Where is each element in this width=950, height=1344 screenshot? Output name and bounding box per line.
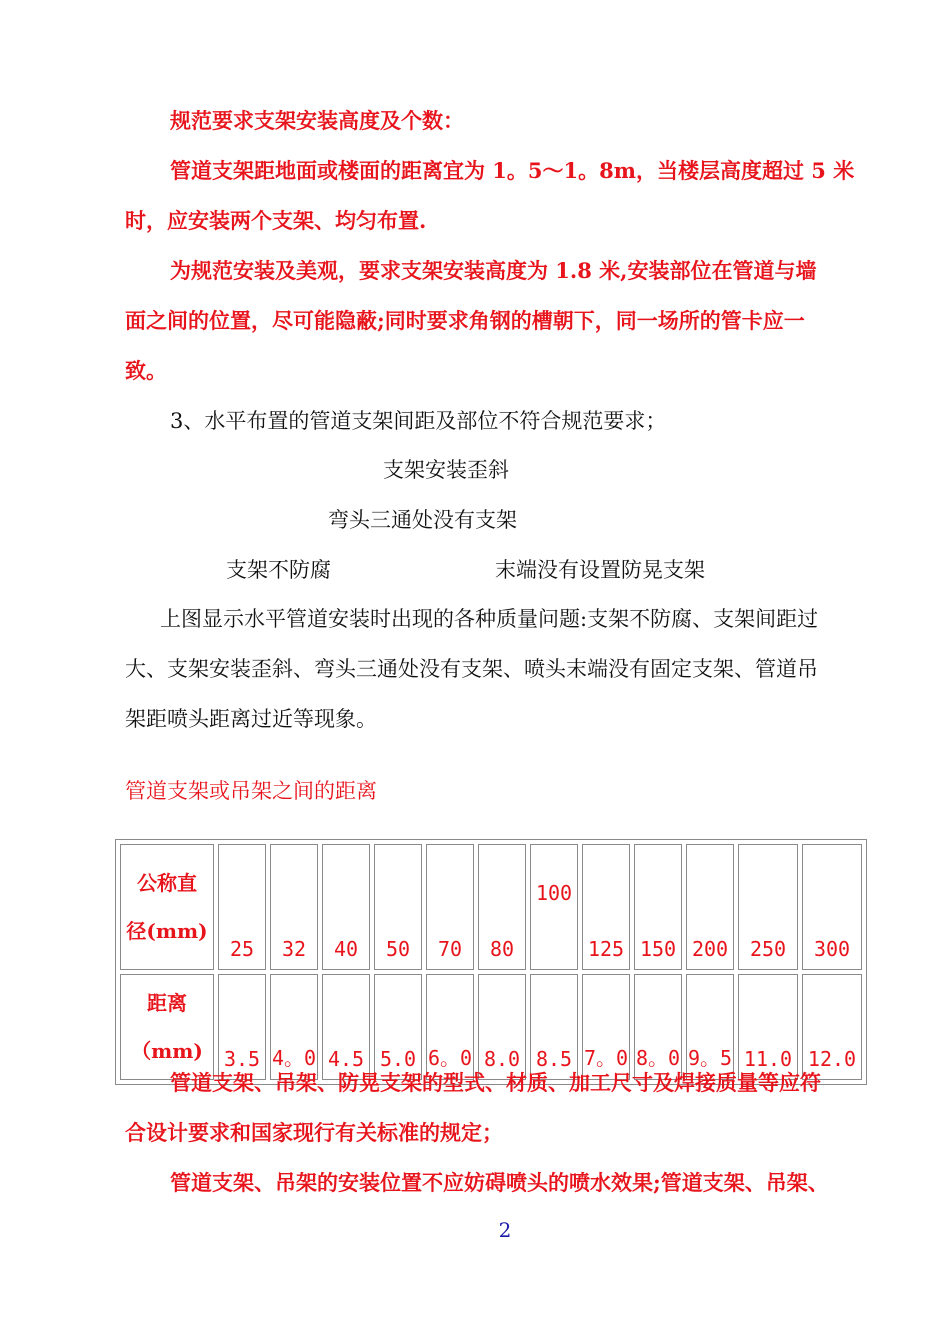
row-header: [120, 844, 214, 970]
table-cell: 32: [270, 844, 318, 970]
table-cell: 300: [802, 844, 862, 970]
row-header-text: 距离: [147, 991, 187, 1015]
row-header-text: 公称直: [137, 871, 197, 895]
table-cell: 4.5: [322, 974, 370, 1080]
list-item-3: 3、水平布置的管道支架间距及部位不符合规范要求；: [170, 409, 667, 433]
table-cell: 80: [478, 844, 526, 970]
table-cell: 40: [322, 844, 370, 970]
paragraph-line: 大、支架安装歪斜、弯头三通处没有支架、喷头末端没有固定支架、管道吊: [125, 657, 818, 681]
table-cell: 9。5: [686, 974, 734, 1080]
row-header-text: 径(mm): [126, 919, 208, 943]
table-cell: 150: [634, 844, 682, 970]
table-cell: 3.5: [218, 974, 266, 1080]
table-cell: 70: [426, 844, 474, 970]
image-caption: 支架安装歪斜: [383, 458, 509, 482]
paragraph-line: 面之间的位置，尽可能隐蔽;同时要求角钢的槽朝下，同一场所的管卡应一: [125, 308, 805, 333]
table-cell: 100: [530, 844, 578, 970]
paragraph-line: 上图显示水平管道安装时出现的各种质量问题:支架不防腐、支架间距过: [160, 607, 819, 631]
table-row-distance: [120, 974, 862, 1080]
table-cell: 6。0: [426, 974, 474, 1080]
paragraph-line: 架距喷头距离过近等现象。: [125, 707, 377, 731]
table-cell: 4。0: [270, 974, 318, 1080]
table-cell: 125: [582, 844, 630, 970]
image-caption: 支架不防腐: [226, 558, 331, 582]
table-title: 管道支架或吊架之间的距离: [125, 779, 377, 803]
image-caption: 末端没有设置防晃支架: [495, 558, 705, 582]
table-row-diameter: [120, 844, 862, 970]
table-cell: 12.0: [802, 974, 862, 1080]
table-cell: 50: [374, 844, 422, 970]
page-number: 2: [498, 1218, 512, 1242]
table-cell: 8。0: [634, 974, 682, 1080]
paragraph-line: 时，应安装两个支架、均匀布置.: [125, 208, 427, 233]
table-cell: 8.5: [530, 974, 578, 1080]
row-header: [120, 974, 214, 1080]
table-cell: 7。0: [582, 974, 630, 1080]
table-cell: 8.0: [478, 974, 526, 1080]
table-cell: 11.0: [738, 974, 798, 1080]
paragraph-line: 管道支架距地面或楼面的距离宜为 1。5～1。8m，当楼层高度超过 5 米: [170, 158, 855, 183]
paragraph-line: 合设计要求和国家现行有关标准的规定；: [125, 1120, 503, 1145]
table-cell: 25: [218, 844, 266, 970]
spacing-table: [115, 839, 867, 1085]
table-cell: 5.0: [374, 974, 422, 1080]
paragraph-line: 管道支架、吊架、防晃支架的型式、材质、加工尺寸及焊接质量等应符: [170, 1070, 821, 1095]
row-header-text: （mm): [131, 1039, 203, 1063]
table-cell: 200: [686, 844, 734, 970]
paragraph-line: 管道支架、吊架的安装位置不应妨碍喷头的喷水效果;管道支架、吊架、: [170, 1170, 829, 1195]
table-cell: 250: [738, 844, 798, 970]
paragraph-line: 致。: [125, 358, 167, 383]
section-heading: 规范要求支架安装高度及个数：: [170, 108, 464, 133]
paragraph-line: 为规范安装及美观，要求支架安装高度为 1.8 米,安装部位在管道与墙: [170, 258, 817, 283]
image-caption: 弯头三通处没有支架: [328, 508, 517, 532]
